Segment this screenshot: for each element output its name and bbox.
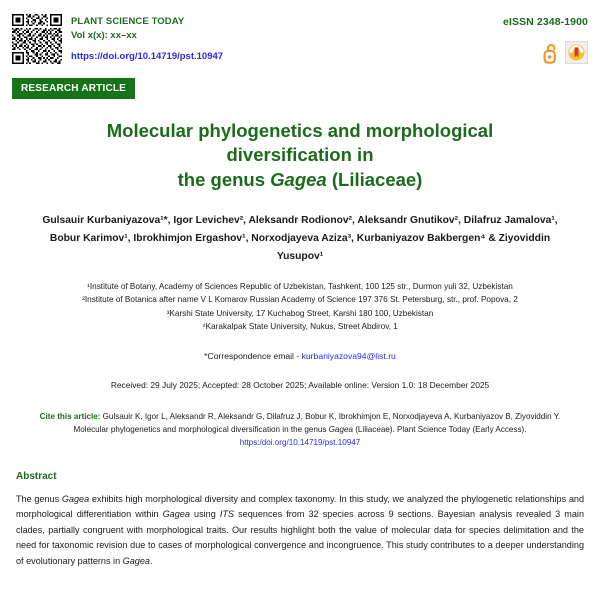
publisher-logo-icon[interactable]	[565, 41, 588, 64]
publication-dates: Received: 29 July 2025; Accepted: 28 October 2025; Available online: Version 1.0: 18 December 2025	[110, 380, 490, 391]
title-line-1: Molecular phylogenetics and morphological diversification in	[106, 119, 494, 166]
abstract-seg-2: exhibits high morphological diversity and complex taxonomy. In this study, we analyzed the phylogenetic relationships and morphological differentiation within	[16, 493, 584, 520]
masthead-left	[12, 14, 223, 66]
citation-doi-link[interactable]: https:/doi.org/10.14719/pst.10947	[239, 438, 361, 448]
citation-label: Cite this article:	[39, 412, 103, 422]
abstract-seg-3: using	[189, 509, 220, 520]
eissn-label: eISSN 2348-1900	[503, 16, 588, 28]
affiliation-list	[30, 280, 570, 333]
citation-authors: Gulsauir K, Igor L, Aleksandr R, Aleksandr G, Dilafruz J, Bobur K, Ibrokhimjon E, Norxodjayeva A, Kurbaniyazov B, Ziyoviddin Y.	[102, 412, 561, 422]
affiliation-item: ⁴Karakalpak State University, Nukus, Street Abdirov, 1	[202, 321, 398, 331]
abstract-section	[16, 471, 584, 569]
page-title	[42, 119, 558, 192]
correspondence-email-link[interactable]: kurbaniyazova94@list.ru	[301, 351, 396, 362]
title-line-2-before: the genus	[177, 168, 271, 190]
abstract-seg-4: sequences from 32 species across 9 sections. Bayesian analysis revealed 3 main clades, partially congruent with morphological traits. Our results highlight both the value of molecular data for species delimitation and the need for taxonomic revision due to cases of morphological convergence and incongruence. This study contributes to a deeper understanding of evolutionary patterns in	[16, 509, 584, 567]
citation-genus-italic: Gagea	[328, 425, 353, 435]
abstract-seg-5: .	[149, 556, 153, 567]
qr-code-icon	[12, 14, 62, 64]
affiliation-item: ³Karshi State University, 17 Kuchabog Street, Karshi 180 100, Uzbekistan	[166, 308, 434, 318]
abstract-its-marker: ITS	[219, 509, 235, 520]
correspondence-line	[12, 351, 588, 361]
citation-title-after: (Liliaceae). Plant Science Today (Early Access).	[352, 425, 527, 435]
abstract-text	[16, 492, 584, 570]
article-type-badge: RESEARCH ARTICLE	[12, 78, 135, 99]
badge-group	[503, 41, 588, 64]
abstract-genus-3: Gagea	[122, 556, 150, 567]
header-doi-link[interactable]: https://doi.org/10.14719/pst.10947	[71, 50, 224, 62]
citation-block	[28, 410, 572, 449]
masthead-right	[503, 14, 588, 64]
abstract-seg-1: The genus	[16, 493, 62, 504]
open-access-lock-icon[interactable]	[543, 42, 559, 64]
author-list	[26, 212, 574, 266]
title-line-2-after: (Liliaceae)	[326, 168, 423, 190]
title-genus-italic: Gagea	[270, 168, 327, 190]
author-line-2: Karimov¹, Ibrokhimjon Ergashov¹, Norxodjayeva Aziza³, Kurbaniyazov Bakbergen⁴ & Ziyoviddin Yusupov¹	[83, 232, 551, 262]
abstract-heading: Abstract	[16, 471, 57, 483]
journal-meta	[71, 14, 223, 66]
correspondence-label: *Correspondence email -	[204, 351, 302, 362]
affiliation-item: ²Institute of Botanica after name V L Komarov Russian Academy of Science 197 376 St. Petersburg, str., prof. Popova, 2	[82, 295, 518, 305]
abstract-genus-1: Gagea	[61, 493, 90, 504]
journal-volume: Vol x(x): xx–xx	[71, 29, 137, 41]
abstract-genus-2: Gagea	[162, 509, 190, 520]
affiliation-item: ¹Institute of Botany, Academy of Sciences Republic of Uzbekistan, Tashkent, 100 125 str., Durmon yuli 32, Uzbekistan	[87, 281, 513, 291]
journal-name: PLANT SCIENCE TODAY	[71, 16, 185, 27]
citation-title-before: Molecular phylogenetics and morphological diversification in the genus	[73, 425, 329, 435]
author-line-1: Gulsauir Kurbaniyazova¹*, Igor Levichev², Aleksandr Rodionov², Aleksandr Gnutikov², Dilafruz Jamalova¹, Bobur	[42, 214, 558, 244]
masthead	[12, 0, 588, 66]
